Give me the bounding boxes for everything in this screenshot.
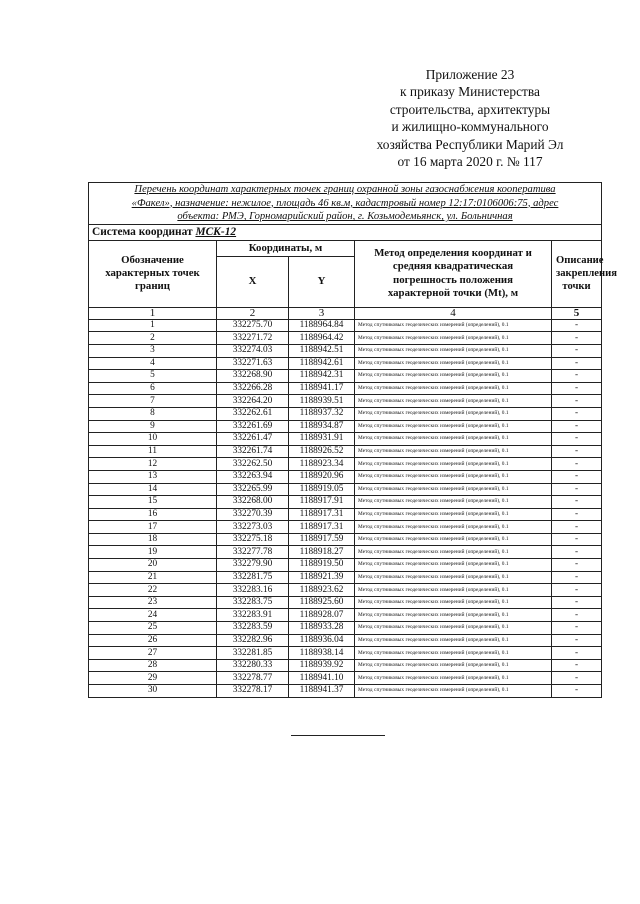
coordinate-system-row [89, 224, 602, 240]
description-cell: - [552, 533, 602, 546]
coord-x: 332278.77 [217, 672, 289, 685]
appendix-line: и жилищно-коммунального [391, 119, 549, 135]
table-row [89, 533, 602, 546]
coord-y: 1188964.42 [289, 332, 355, 345]
description-cell: - [552, 672, 602, 685]
header-description: Описание закрепления точки [552, 240, 602, 307]
method-cell: Метод спутниковых геодезических измерений (определений), 0.1 [355, 496, 552, 509]
coord-x: 332261.69 [217, 420, 289, 433]
table-row [89, 571, 602, 584]
point-number: 3 [89, 344, 217, 357]
coord-x: 332261.74 [217, 445, 289, 458]
coord-x: 332275.70 [217, 319, 289, 332]
point-number: 8 [89, 407, 217, 420]
coord-x: 332277.78 [217, 546, 289, 559]
table-row [89, 508, 602, 521]
coord-x: 332280.33 [217, 659, 289, 672]
coord-x: 332270.39 [217, 508, 289, 521]
table-row [89, 609, 602, 622]
column-number: 3 [289, 307, 355, 319]
point-number: 1 [89, 319, 217, 332]
point-number: 4 [89, 357, 217, 370]
coord-x: 332274.03 [217, 344, 289, 357]
coord-x: 332281.85 [217, 647, 289, 660]
table-row [89, 483, 602, 496]
method-cell: Метод спутниковых геодезических измерений (определений), 0.1 [355, 357, 552, 370]
method-cell: Метод спутниковых геодезических измерений (определений), 0.1 [355, 634, 552, 647]
table-row [89, 357, 602, 370]
table-row [89, 546, 602, 559]
description-cell: - [552, 609, 602, 622]
coord-y: 1188934.87 [289, 420, 355, 433]
method-cell: Метод спутниковых геодезических измерений (определений), 0.1 [355, 672, 552, 685]
coord-x: 332271.63 [217, 357, 289, 370]
description-cell: - [552, 483, 602, 496]
point-number: 28 [89, 659, 217, 672]
method-cell: Метод спутниковых геодезических измерений (определений), 0.1 [355, 596, 552, 609]
appendix-line: хозяйства Республики Марий Эл [376, 136, 564, 152]
coord-y: 1188928.07 [289, 609, 355, 622]
method-cell: Метод спутниковых геодезических измерений (определений), 0.1 [355, 609, 552, 622]
description-cell: - [552, 521, 602, 534]
description-cell: - [552, 571, 602, 584]
coord-x: 332262.50 [217, 458, 289, 471]
coord-y: 1188933.28 [289, 622, 355, 635]
coord-y: 1188926.52 [289, 445, 355, 458]
table-row [89, 395, 602, 408]
method-cell: Метод спутниковых геодезических измерений (определений), 0.1 [355, 433, 552, 446]
table-row [89, 647, 602, 660]
point-number: 21 [89, 571, 217, 584]
description-cell: - [552, 344, 602, 357]
point-number: 5 [89, 370, 217, 383]
coord-x: 332262.61 [217, 407, 289, 420]
coord-y: 1188939.92 [289, 659, 355, 672]
table-row [89, 433, 602, 446]
method-cell: Метод спутниковых геодезических измерений (определений), 0.1 [355, 685, 552, 698]
description-cell: - [552, 647, 602, 660]
point-number: 10 [89, 433, 217, 446]
appendix-line: строительства, архитектуры [389, 101, 551, 117]
method-cell: Метод спутниковых геодезических измерений (определений), 0.1 [355, 559, 552, 572]
coord-x: 332283.16 [217, 584, 289, 597]
point-number: 9 [89, 420, 217, 433]
method-cell: Метод спутниковых геодезических измерений (определений), 0.1 [355, 533, 552, 546]
caption-line: «Факел», назначение: нежилое, площадь 46 кв.м, кадастровый номер 12:17:0106006:75, адрес [131, 197, 559, 209]
caption-line: объекта: РМЭ, Горномарийский район, г. Козьмодемьянск, ул. Больничная [177, 211, 513, 223]
coord-y: 1188917.31 [289, 508, 355, 521]
column-number: 2 [217, 307, 289, 319]
header-point: Обозначение характерных точек границ [89, 240, 217, 307]
coord-y: 1188917.59 [289, 533, 355, 546]
description-cell: - [552, 496, 602, 509]
coord-y: 1188937.32 [289, 407, 355, 420]
description-cell: - [552, 659, 602, 672]
coord-x: 332275.18 [217, 533, 289, 546]
coord-y: 1188919.05 [289, 483, 355, 496]
coord-x: 332263.94 [217, 470, 289, 483]
method-cell: Метод спутниковых геодезических измерений (определений), 0.1 [355, 332, 552, 345]
appendix-line: от 16 марта 2020 г. № 117 [397, 154, 543, 170]
point-number: 2 [89, 332, 217, 345]
coord-y: 1188917.31 [289, 521, 355, 534]
coord-y: 1188936.04 [289, 634, 355, 647]
description-cell: - [552, 634, 602, 647]
point-number: 18 [89, 533, 217, 546]
coord-y: 1188942.51 [289, 344, 355, 357]
method-cell: Метод спутниковых геодезических измерений (определений), 0.1 [355, 420, 552, 433]
method-cell: Метод спутниковых геодезических измерений (определений), 0.1 [355, 622, 552, 635]
column-number: 4 [355, 307, 552, 319]
coord-x: 332282.96 [217, 634, 289, 647]
method-cell: Метод спутниковых геодезических измерений (определений), 0.1 [355, 395, 552, 408]
point-number: 30 [89, 685, 217, 698]
method-cell: Метод спутниковых геодезических измерений (определений), 0.1 [355, 382, 552, 395]
coord-x: 332271.72 [217, 332, 289, 345]
method-cell: Метод спутниковых геодезических измерений (определений), 0.1 [355, 344, 552, 357]
table-row [89, 634, 602, 647]
table-row [89, 344, 602, 357]
description-cell: - [552, 622, 602, 635]
coord-x: 332273.03 [217, 521, 289, 534]
coordinate-system-label: Система координат [92, 226, 193, 239]
point-number: 23 [89, 596, 217, 609]
coord-y: 1188941.37 [289, 685, 355, 698]
coord-x: 332264.20 [217, 395, 289, 408]
coord-x: 332261.47 [217, 433, 289, 446]
caption-line: Перечень координат характерных точек границ охранной зоны газоснабжения кооператива [134, 184, 556, 195]
description-cell: - [552, 332, 602, 345]
method-cell: Метод спутниковых геодезических измерений (определений), 0.1 [355, 584, 552, 597]
table-row [89, 672, 602, 685]
table-row [89, 470, 602, 483]
table-row [89, 319, 602, 332]
coord-x: 332265.99 [217, 483, 289, 496]
description-cell: - [552, 357, 602, 370]
point-number: 24 [89, 609, 217, 622]
description-cell: - [552, 407, 602, 420]
method-cell: Метод спутниковых геодезических измерений (определений), 0.1 [355, 521, 552, 534]
point-number: 12 [89, 458, 217, 471]
table-row [89, 685, 602, 698]
description-cell: - [552, 395, 602, 408]
description-cell: - [552, 470, 602, 483]
header-y: Y [289, 256, 355, 307]
coord-y: 1188921.39 [289, 571, 355, 584]
method-cell: Метод спутниковых геодезических измерений (определений), 0.1 [355, 370, 552, 383]
table-row [89, 622, 602, 635]
coord-y: 1188938.14 [289, 647, 355, 660]
point-number: 16 [89, 508, 217, 521]
appendix-line: Приложение 23 [425, 67, 515, 82]
coord-y: 1188941.10 [289, 672, 355, 685]
point-number: 26 [89, 634, 217, 647]
point-number: 6 [89, 382, 217, 395]
table-row [89, 559, 602, 572]
coord-x: 332283.75 [217, 596, 289, 609]
method-cell: Метод спутниковых геодезических измерений (определений), 0.1 [355, 647, 552, 660]
header-x: X [217, 256, 289, 307]
coord-x: 332279.90 [217, 559, 289, 572]
table-row [89, 370, 602, 383]
table-row [89, 445, 602, 458]
description-cell: - [552, 445, 602, 458]
description-cell: - [552, 546, 602, 559]
table-row [89, 659, 602, 672]
table-caption [89, 183, 602, 225]
point-number: 17 [89, 521, 217, 534]
coord-x: 332283.59 [217, 622, 289, 635]
appendix-line: к приказу Министерства [400, 84, 540, 100]
coord-y: 1188941.17 [289, 382, 355, 395]
method-cell: Метод спутниковых геодезических измерений (определений), 0.1 [355, 458, 552, 471]
coordinates-table [88, 182, 617, 698]
point-number: 13 [89, 470, 217, 483]
coord-x: 332281.75 [217, 571, 289, 584]
coord-x: 332283.91 [217, 609, 289, 622]
method-cell: Метод спутниковых геодезических измерений (определений), 0.1 [355, 470, 552, 483]
coordinate-system-value: МСК-12 [195, 226, 237, 239]
coord-y: 1188942.31 [289, 370, 355, 383]
point-number: 19 [89, 546, 217, 559]
column-number: 1 [89, 307, 217, 319]
description-cell: - [552, 370, 602, 383]
header-coords: Координаты, м [217, 240, 355, 256]
point-number: 29 [89, 672, 217, 685]
description-cell: - [552, 382, 602, 395]
coord-x: 332266.28 [217, 382, 289, 395]
coord-y: 1188918.27 [289, 546, 355, 559]
description-cell: - [552, 458, 602, 471]
coord-y: 1188964.84 [289, 319, 355, 332]
point-number: 20 [89, 559, 217, 572]
point-number: 22 [89, 584, 217, 597]
description-cell: - [552, 433, 602, 446]
coord-x: 332278.17 [217, 685, 289, 698]
header-method: Метод определения координат и средняя квадратическая погрешность положения характерной точки (Mt), м [355, 240, 552, 307]
coord-y: 1188931.91 [289, 433, 355, 446]
method-cell: Метод спутниковых геодезических измерений (определений), 0.1 [355, 407, 552, 420]
description-cell: - [552, 685, 602, 698]
method-cell: Метод спутниковых геодезических измерений (определений), 0.1 [355, 659, 552, 672]
table-row [89, 521, 602, 534]
coord-y: 1188923.62 [289, 584, 355, 597]
description-cell: - [552, 596, 602, 609]
table-row [89, 407, 602, 420]
point-number: 25 [89, 622, 217, 635]
method-cell: Метод спутниковых геодезических измерений (определений), 0.1 [355, 571, 552, 584]
method-cell: Метод спутниковых геодезических измерений (определений), 0.1 [355, 483, 552, 496]
coord-y: 1188917.91 [289, 496, 355, 509]
appendix-header [340, 66, 600, 170]
table-row [89, 596, 602, 609]
description-cell: - [552, 559, 602, 572]
table-row [89, 496, 602, 509]
point-number: 27 [89, 647, 217, 660]
table-row [89, 420, 602, 433]
table-row [89, 584, 602, 597]
description-cell: - [552, 508, 602, 521]
table-row [89, 458, 602, 471]
coord-y: 1188923.34 [289, 458, 355, 471]
coord-x: 332268.90 [217, 370, 289, 383]
point-number: 14 [89, 483, 217, 496]
method-cell: Метод спутниковых геодезических измерений (определений), 0.1 [355, 445, 552, 458]
coord-x: 332268.00 [217, 496, 289, 509]
table-row [89, 382, 602, 395]
coord-y: 1188919.50 [289, 559, 355, 572]
signature-line [291, 735, 385, 736]
coord-y: 1188942.61 [289, 357, 355, 370]
description-cell: - [552, 584, 602, 597]
coord-y: 1188925.60 [289, 596, 355, 609]
method-cell: Метод спутниковых геодезических измерений (определений), 0.1 [355, 319, 552, 332]
coord-y: 1188920.96 [289, 470, 355, 483]
point-number: 11 [89, 445, 217, 458]
column-number: 5 [552, 307, 602, 319]
description-cell: - [552, 420, 602, 433]
point-number: 7 [89, 395, 217, 408]
coord-y: 1188939.51 [289, 395, 355, 408]
point-number: 15 [89, 496, 217, 509]
method-cell: Метод спутниковых геодезических измерений (определений), 0.1 [355, 546, 552, 559]
method-cell: Метод спутниковых геодезических измерений (определений), 0.1 [355, 508, 552, 521]
table-row [89, 332, 602, 345]
description-cell: - [552, 319, 602, 332]
